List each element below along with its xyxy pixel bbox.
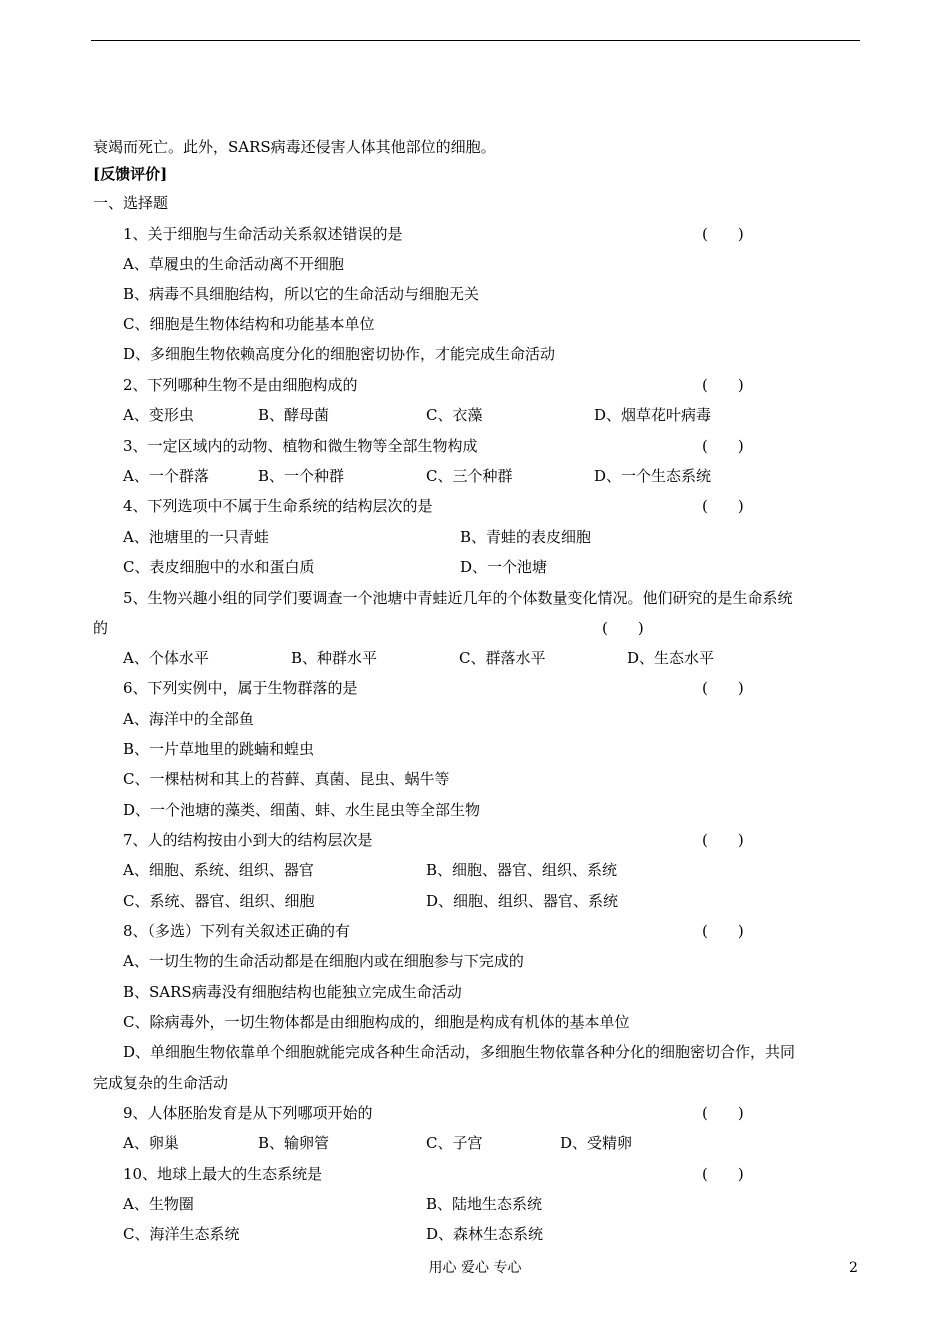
q9-option-c: C、子宫 (426, 1134, 483, 1152)
q7-option-d: D、细胞、组织、器官、系统 (426, 892, 619, 910)
q5-stem-line1: 5、生物兴趣小组的同学们要调查一个池塘中青蛙近几年的个体数量变化情况。他们研究的是生命系统 (123, 589, 793, 607)
q8-option-d-line1: D、单细胞生物依靠单个细胞就能完成各种生命活动，多细胞生物依靠各种分化的细胞密切合作，共同 (123, 1043, 796, 1061)
q1-option-c: C、细胞是生物体结构和功能基本单位 (123, 315, 375, 333)
section-heading: 一、选择题 (93, 194, 169, 212)
q4-option-a: A、池塘里的一只青蛙 (123, 528, 269, 546)
q4-option-c: C、表皮细胞中的水和蛋白质 (123, 558, 315, 576)
q5-answer-blank: ( ) (602, 619, 644, 637)
q10-answer-blank: ( ) (702, 1165, 744, 1183)
q4-option-b: B、青蛙的表皮细胞 (460, 528, 592, 546)
intro-line: 衰竭而死亡。此外，SARS病毒还侵害人体其他部位的细胞。 (93, 138, 496, 156)
q8-option-a: A、一切生物的生命活动都是在细胞内或在细胞参与下完成的 (123, 952, 524, 970)
q6-option-b: B、一片草地里的跳蝻和蝗虫 (123, 740, 315, 758)
q3-option-b: B、一个种群 (258, 467, 345, 485)
q9-option-a: A、卵巢 (123, 1134, 179, 1152)
q3-option-a: A、一个群落 (123, 467, 209, 485)
q2-option-a: A、变形虫 (123, 406, 194, 424)
q2-option-d: D、烟草花叶病毒 (594, 406, 712, 424)
q3-option-c: C、三个种群 (426, 467, 513, 485)
header-rule (91, 40, 860, 41)
feedback-heading: [反馈评价] (93, 165, 168, 183)
q2-answer-blank: ( ) (702, 376, 744, 394)
q9-option-d: D、受精卵 (560, 1134, 633, 1152)
q2-option-c: C、衣藻 (426, 406, 483, 424)
q10-option-c: C、海洋生态系统 (123, 1225, 240, 1243)
q6-option-d: D、一个池塘的藻类、细菌、蚌、水生昆虫等全部生物 (123, 801, 481, 819)
q10-option-b: B、陆地生态系统 (426, 1195, 543, 1213)
q3-stem: 3、一定区域内的动物、植物和微生物等全部生物构成 (123, 437, 478, 455)
page-number: 2 (849, 1260, 858, 1276)
q9-option-b: B、输卵管 (258, 1134, 330, 1152)
q10-option-a: A、生物圈 (123, 1195, 194, 1213)
q1-option-d: D、多细胞生物依赖高度分化的细胞密切协作，才能完成生命活动 (123, 345, 556, 363)
q3-option-d: D、一个生态系统 (594, 467, 712, 485)
q5-option-d: D、生态水平 (627, 649, 715, 667)
q8-stem: 8、（多选）下列有关叙述正确的有 (123, 922, 351, 940)
q2-stem: 2、下列哪种生物不是由细胞构成的 (123, 376, 358, 394)
q6-stem: 6、下列实例中，属于生物群落的是 (123, 679, 358, 697)
q10-option-d: D、森林生态系统 (426, 1225, 544, 1243)
q5-option-a: A、个体水平 (123, 649, 209, 667)
q1-answer-blank: ( ) (702, 225, 744, 243)
q6-answer-blank: ( ) (702, 679, 744, 697)
q6-option-c: C、一棵枯树和其上的苔藓、真菌、昆虫、蜗牛等 (123, 770, 450, 788)
q1-option-a: A、草履虫的生命活动离不开细胞 (123, 255, 344, 273)
q8-option-b: B、SARS病毒没有细胞结构也能独立完成生命活动 (123, 983, 462, 1001)
q8-option-d-line2: 完成复杂的生命活动 (93, 1074, 229, 1092)
q7-option-b: B、细胞、器官、组织、系统 (426, 861, 618, 879)
q4-answer-blank: ( ) (702, 497, 744, 515)
footer-text: 用心 爱心 专心 (428, 1260, 522, 1276)
q5-stem-line2: 的 (93, 619, 109, 637)
q9-stem: 9、人体胚胎发育是从下列哪项开始的 (123, 1104, 373, 1122)
q7-stem: 7、人的结构按由小到大的结构层次是 (123, 831, 373, 849)
q5-option-b: B、种群水平 (291, 649, 378, 667)
q1-stem: 1、关于细胞与生命活动关系叙述错误的是 (123, 225, 403, 243)
q8-answer-blank: ( ) (702, 922, 744, 940)
q5-option-c: C、群落水平 (459, 649, 546, 667)
q8-option-c: C、除病毒外，一切生物体都是由细胞构成的，细胞是构成有机体的基本单位 (123, 1013, 630, 1031)
q1-option-b: B、病毒不具细胞结构，所以它的生命活动与细胞无关 (123, 285, 480, 303)
q4-option-d: D、一个池塘 (460, 558, 548, 576)
q9-answer-blank: ( ) (702, 1104, 744, 1122)
q7-option-c: C、系统、器官、组织、细胞 (123, 892, 315, 910)
q3-answer-blank: ( ) (702, 437, 744, 455)
q6-option-a: A、海洋中的全部鱼 (123, 710, 254, 728)
q2-option-b: B、酵母菌 (258, 406, 330, 424)
q7-option-a: A、细胞、系统、组织、器官 (123, 861, 314, 879)
q4-stem: 4、下列选项中不属于生命系统的结构层次的是 (123, 497, 433, 515)
q10-stem: 10、地球上最大的生态系统是 (123, 1165, 323, 1183)
q7-answer-blank: ( ) (702, 831, 744, 849)
